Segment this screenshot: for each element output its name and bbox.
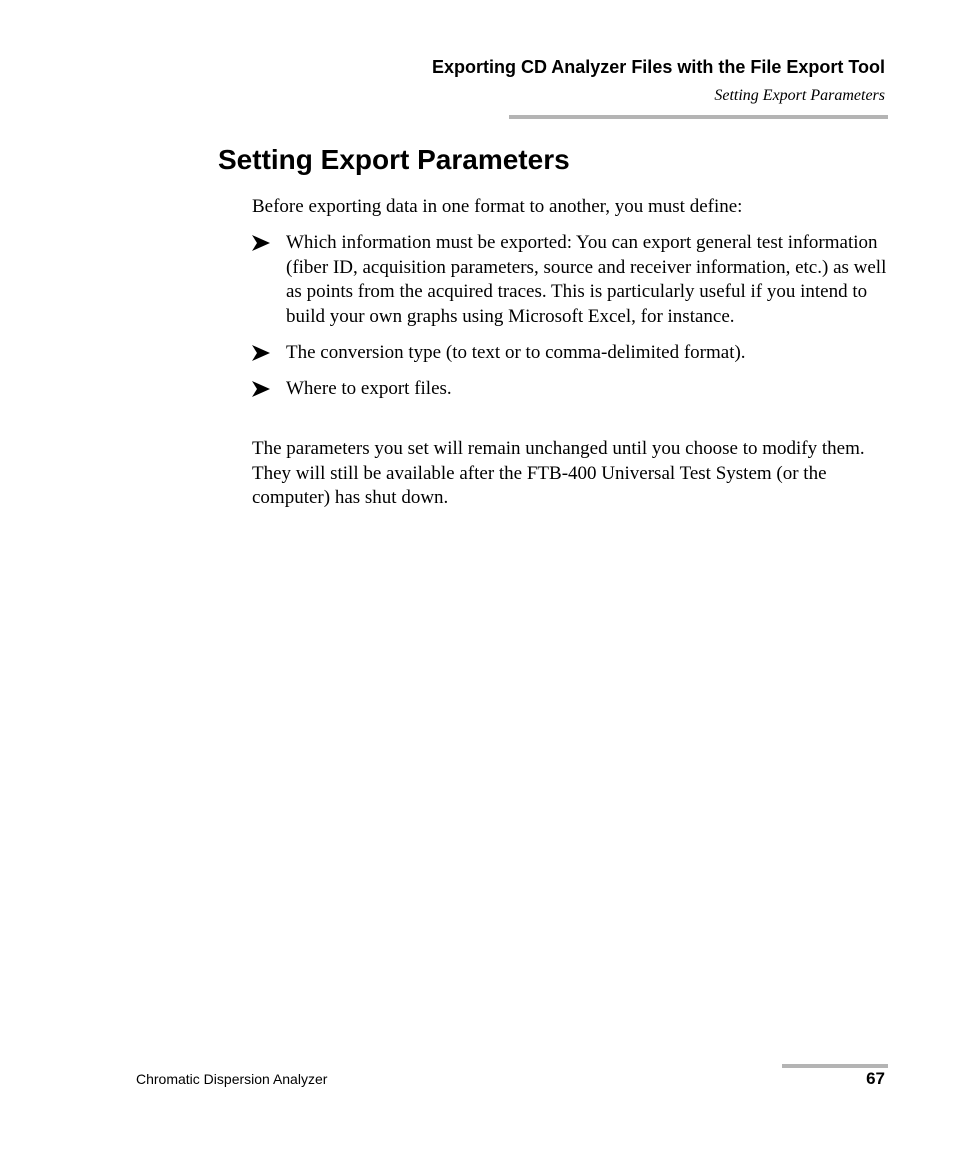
bullet-text: Which information must be exported: You can export general test information (fiber ID, acquisition parameters, source and receiver information, etc.) as well as points from the acquired traces. This is particularly useful if you intend to build your own graphs using Microsoft Excel, for instance. (286, 232, 887, 327)
bullet-list (252, 231, 888, 413)
arrow-bullet-icon (252, 235, 270, 251)
footer-rule (782, 1064, 888, 1068)
intro-paragraph: Before exporting data in one format to another, you must define: (252, 196, 743, 217)
bullet-text: The conversion type (to text or to comma-delimited format). (286, 341, 746, 363)
closing-paragraph: The parameters you set will remain unchanged until you choose to modify them. They will still be available after the FTB-400 Universal Test System (or the computer) has shut down. (252, 438, 865, 508)
running-header-subtitle: Setting Export Parameters (714, 87, 885, 104)
page-number: 67 (866, 1069, 885, 1088)
header-rule (509, 115, 888, 119)
bullet-item (252, 341, 888, 366)
bullet-text: Where to export files. (286, 377, 452, 399)
section-heading: Setting Export Parameters (218, 144, 570, 175)
arrow-bullet-icon (252, 381, 270, 397)
bullet-item (252, 231, 888, 329)
arrow-bullet-icon (252, 345, 270, 361)
running-header-title: Exporting CD Analyzer Files with the File Export Tool (431, 57, 885, 77)
bullet-item (252, 377, 888, 402)
footer-product-name: Chromatic Dispersion Analyzer (136, 1071, 328, 1087)
